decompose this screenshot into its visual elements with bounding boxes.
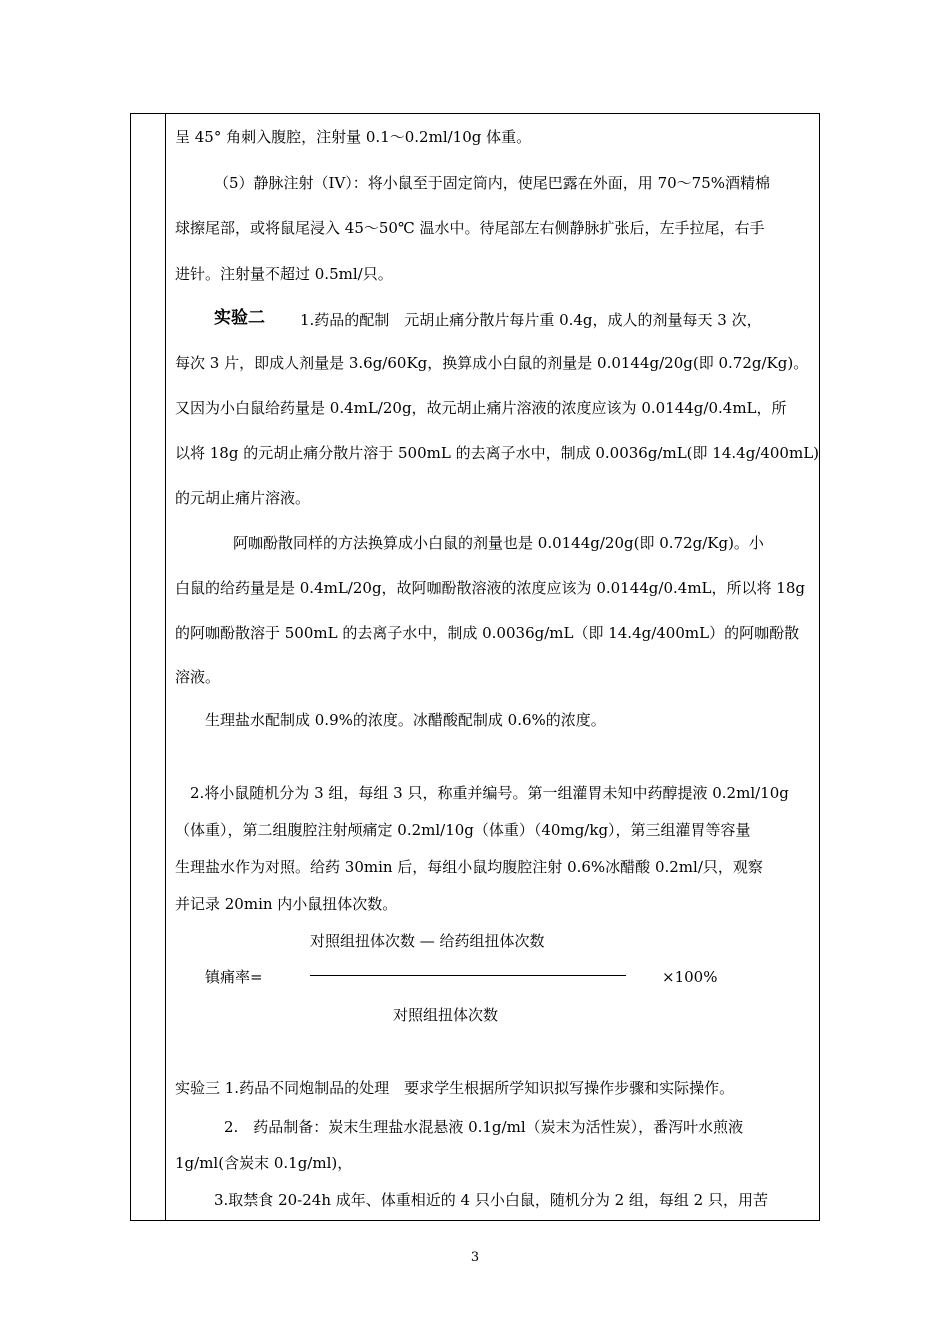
text-line: 呈 45° 角刺入腹腔，注射量 0.1～0.2ml/10g 体重。 bbox=[175, 128, 532, 146]
formula-multiplier: ×100% bbox=[662, 968, 718, 986]
text-line: （5）静脉注射（IV）：将小鼠至于固定筒内，使尾巴露在外面，用 70～75%酒精棉 bbox=[214, 174, 770, 192]
text-line: 进针。注射量不超过 0.5ml/只。 bbox=[175, 265, 393, 283]
fraction-bar bbox=[310, 975, 626, 976]
text-line: 阿咖酚散同样的方法换算成小白鼠的剂量也是 0.0144g/20g(即 0.72g/Kg)。小 bbox=[233, 534, 764, 552]
formula-denominator: 对照组扭体次数 bbox=[393, 1006, 499, 1024]
text-line: 的阿咖酚散溶于 500mL 的去离子水中，制成 0.0036g/mL（即 14.4g/400mL）的阿咖酚散 bbox=[175, 624, 800, 642]
text-line: 生理盐水作为对照。给药 30min 后，每组小鼠均腹腔注射 0.6%冰醋酸 0.2ml/只，观察 bbox=[175, 858, 763, 876]
text-line: 球擦尾部，或将鼠尾浸入 45～50℃ 温水中。待尾部左右侧静脉扩张后，左手拉尾，右手 bbox=[175, 219, 765, 237]
text-line: 溶液。 bbox=[175, 668, 221, 686]
section-heading-exp2: 实验二 bbox=[214, 308, 265, 328]
text-line: 2. 药品制备：炭末生理盐水混悬液 0.1g/ml（炭末为活性炭），番泻叶水煎液 bbox=[224, 1118, 744, 1136]
text-line: 白鼠的给药量是是 0.4mL/20g，故阿咖酚散溶液的浓度应该为 0.0144g/0.4mL，所以将 18g bbox=[175, 579, 805, 597]
text-line: 实验三 1.药品不同炮制品的处理 要求学生根据所学知识拟写操作步骤和实际操作。 bbox=[175, 1079, 735, 1097]
table-column-divider bbox=[165, 113, 166, 1221]
formula-numerator: 对照组扭体次数 — 给药组扭体次数 bbox=[310, 932, 545, 950]
text-line: 2.将小鼠随机分为 3 组，每组 3 只，称重并编号。第一组灌胃未知中药醇提液 0.2ml/10g bbox=[190, 784, 789, 802]
text-line: 的元胡止痛片溶液。 bbox=[175, 489, 311, 507]
formula-label: 镇痛率= bbox=[205, 968, 263, 986]
text-line: 1g/ml(含炭末 0.1g/ml)， bbox=[175, 1154, 353, 1172]
text-line: 并记录 20min 内小鼠扭体次数。 bbox=[175, 895, 398, 913]
text-line: 以将 18g 的元胡止痛分散片溶于 500mL 的去离子水中，制成 0.0036g/mL(即 14.4g/400mL) bbox=[175, 444, 820, 462]
text-line: 3.取禁食 20-24h 成年、体重相近的 4 只小白鼠，随机分为 2 组，每组 2 只，用苦 bbox=[214, 1191, 768, 1209]
text-line: （体重），第二组腹腔注射颅痛定 0.2ml/10g（体重）（40mg/kg），第三组灌胃等容量 bbox=[175, 821, 751, 839]
text-line: 每次 3 片，即成人剂量是 3.6g/60Kg，换算成小白鼠的剂量是 0.0144g/20g(即 0.72g/Kg)。 bbox=[175, 354, 809, 372]
text-line: 又因为小白鼠给药量是 0.4mL/20g，故元胡止痛片溶液的浓度应该为 0.0144g/0.4mL，所 bbox=[175, 399, 787, 417]
page-number: 3 bbox=[470, 1250, 480, 1265]
text-line: 生理盐水配制成 0.9%的浓度。冰醋酸配制成 0.6%的浓度。 bbox=[205, 711, 606, 729]
text-line: 1.药品的配制 元胡止痛分散片每片重 0.4g，成人的剂量每天 3 次， bbox=[300, 311, 762, 329]
